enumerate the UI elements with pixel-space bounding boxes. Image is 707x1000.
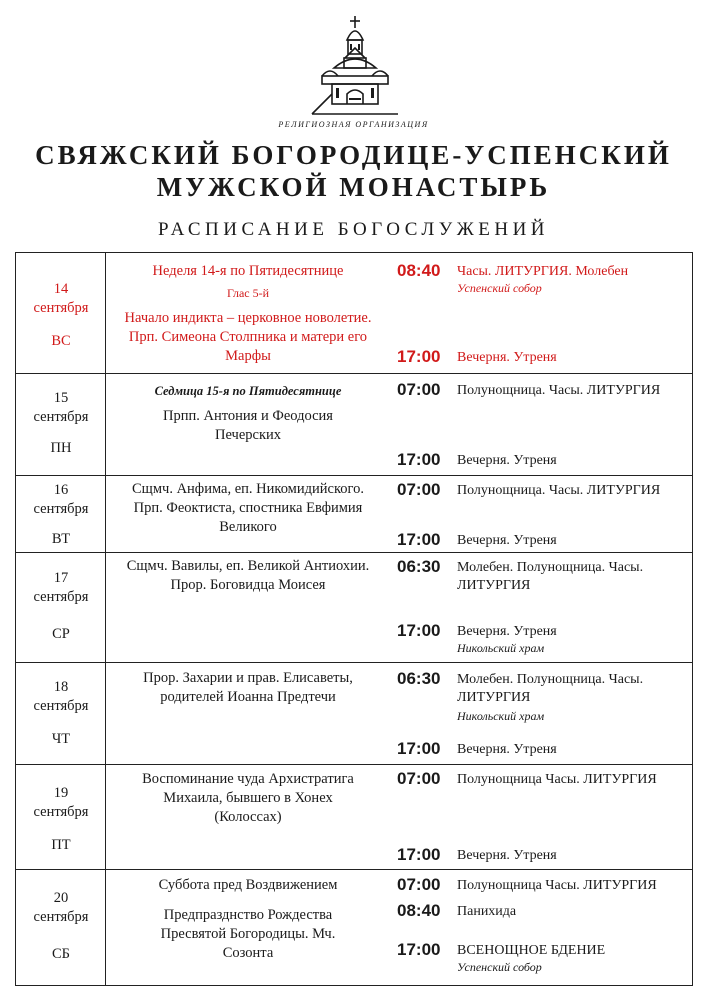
service-name: Полунощница Часы. ЛИТУРГИЯ xyxy=(457,772,657,787)
service-name: Полунощница. Часы. ЛИТУРГИЯ xyxy=(457,483,661,498)
service-name: Полунощница Часы. ЛИТУРГИЯ xyxy=(457,878,657,893)
service-name: Вечерня. Утреня xyxy=(457,742,557,757)
day-month: сентября xyxy=(33,698,89,714)
day-number: 20 xyxy=(53,890,69,906)
day-month: сентября xyxy=(33,909,89,925)
schedule-subtitle: РАСПИСАНИЕ БОГОСЛУЖЕНИЙ xyxy=(157,219,550,240)
service-time: 06:30 xyxy=(397,669,441,688)
service-location: Никольский храм xyxy=(457,709,545,723)
feast-week: Суббота пред Воздвижением xyxy=(158,877,338,893)
monastery-title-line1: СВЯЖСКИЙ БОГОРОДИЦЕ-УСПЕНСКИЙ xyxy=(35,140,672,170)
weekday: ПН xyxy=(50,440,72,456)
service-time: 08:40 xyxy=(397,901,441,920)
weekday: ВС xyxy=(51,333,71,349)
service-time: 08:40 xyxy=(397,261,441,280)
service-name: Вечерня. Утреня xyxy=(457,848,557,863)
service-time: 07:00 xyxy=(397,380,441,399)
schedule-row xyxy=(16,869,692,985)
service-time: 17:00 xyxy=(397,621,441,640)
service-name: Вечерня. Утреня xyxy=(457,453,557,468)
tone: Глас 5-й xyxy=(226,286,270,300)
commemoration: Сщмч. Вавилы, еп. Великой Антиохии. Прор. Боговидца Моисея xyxy=(126,558,370,593)
service-time: 07:00 xyxy=(397,769,441,788)
schedule-table xyxy=(15,252,693,986)
service-name: Вечерня. Утреня xyxy=(457,624,557,639)
weekday: ЧТ xyxy=(51,731,71,747)
organization-label: РЕЛИГИОЗНАЯ ОРГАНИЗАЦИЯ xyxy=(278,120,429,129)
day-month: сентября xyxy=(33,300,89,316)
service-location: Успенский собор xyxy=(457,281,542,295)
day-number: 15 xyxy=(53,390,69,406)
service-name: Панихида xyxy=(457,904,517,919)
weekday: ПТ xyxy=(51,837,71,853)
service-location: Успенский собор xyxy=(457,960,542,974)
day-cell xyxy=(16,553,106,662)
weekday: СР xyxy=(52,626,70,642)
day-cell xyxy=(16,374,106,475)
schedule-row xyxy=(16,552,692,662)
day-number: 17 xyxy=(53,570,69,586)
monastery-church-icon xyxy=(310,14,400,118)
day-number: 18 xyxy=(53,679,69,695)
commemoration: Предпразднство Рождества Пресвятой Богородицы. Мч. Созонта xyxy=(160,907,336,961)
service-name: Молебен. Полунощница. Часы. ЛИТУРГИЯ xyxy=(457,672,644,705)
monastery-title-line2: МУЖСКОЙ МОНАСТЫРЬ xyxy=(156,172,551,202)
schedule-row xyxy=(16,373,692,475)
service-time: 07:00 xyxy=(397,480,441,499)
day-month: сентября xyxy=(33,589,89,605)
day-cell xyxy=(16,765,106,869)
service-time: 07:00 xyxy=(397,875,441,894)
schedule-row xyxy=(16,475,692,552)
service-name: Вечерня. Утреня xyxy=(457,533,557,548)
commemoration: Начало индикта – церковное новолетие. Прп. Симеона Столпника и матери его Марфы xyxy=(124,310,372,364)
commemoration: Сщмч. Анфима, еп. Никомидийского. Прп. Феоктиста, спостника Евфимия Великого xyxy=(132,481,364,535)
commemoration: Прпп. Антония и Феодосия Печерских xyxy=(163,408,333,443)
weekday: СБ xyxy=(52,946,70,962)
day-cell xyxy=(16,663,106,764)
day-month: сентября xyxy=(33,501,89,517)
day-cell xyxy=(16,870,106,985)
day-month: сентября xyxy=(33,804,89,820)
day-month: сентября xyxy=(33,409,89,425)
service-time: 17:00 xyxy=(397,530,441,549)
day-number: 16 xyxy=(53,482,69,498)
commemoration: Воспоминание чуда Архистратига Михаила, бывшего в Хонех (Колоссах) xyxy=(142,771,354,825)
day-cell xyxy=(16,476,106,552)
service-location: Никольский храм xyxy=(457,641,545,655)
service-name: Молебен. Полунощница. Часы. ЛИТУРГИЯ xyxy=(457,560,644,593)
service-time: 17:00 xyxy=(397,845,441,864)
service-name: ВСЕНОЩНОЕ БДЕНИЕ xyxy=(457,943,606,958)
day-number: 14 xyxy=(53,281,69,297)
feast-week: Седмица 15-я по Пятидесятнице xyxy=(154,384,342,398)
commemoration: Прор. Захарии и прав. Елисаветы, родителей Иоанна Предтечи xyxy=(143,670,353,705)
feast-week: Неделя 14-я по Пятидесятнице xyxy=(152,263,344,279)
service-time: 17:00 xyxy=(397,940,441,959)
service-name: Вечерня. Утреня xyxy=(457,350,557,365)
service-name: Часы. ЛИТУРГИЯ. Молебен xyxy=(457,264,629,279)
schedule-row xyxy=(16,764,692,869)
weekday: ВТ xyxy=(51,531,71,547)
schedule-row xyxy=(16,253,692,373)
service-name: Полунощница. Часы. ЛИТУРГИЯ xyxy=(457,383,661,398)
service-time: 06:30 xyxy=(397,557,441,576)
service-time: 17:00 xyxy=(397,450,441,469)
day-cell xyxy=(16,253,106,373)
service-time: 17:00 xyxy=(397,739,441,758)
day-number: 19 xyxy=(53,785,69,801)
schedule-row xyxy=(16,662,692,764)
service-time: 17:00 xyxy=(397,347,441,366)
